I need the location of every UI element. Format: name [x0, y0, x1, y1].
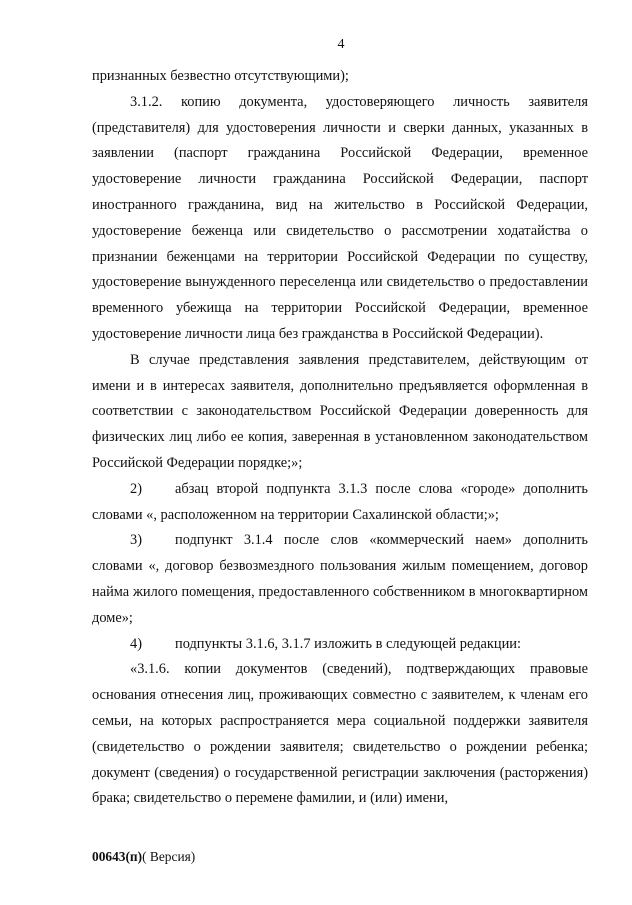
document-version: ( Версия) [142, 849, 196, 864]
paragraph-3-1-2: 3.1.2. копию документа, удостоверяющего личность заявителя (представителя) для удостоверения личности и сверки данных, указанных в заявлении (паспорт гражданина Российской Федерации, временное удостоверение личности гражданина Российской Федерации, паспорт иностранного гражданина, вид на жительство в Российской Федерации, удостоверение беженца или свидетельство о рассмотрении ходатайства о признании беженцами на территории Российской Федерации по существу, удостоверение вынужденного переселенца или свидетельство о предоставлении временного убежища на территории Российской Федерации, временное удостоверение личности лица без гражданства в Российской Федерации). [92, 93, 588, 342]
document-footer [92, 848, 195, 866]
document-body [92, 64, 588, 812]
list-item-3 [92, 528, 588, 631]
list-item-text: абзац второй подпункта 3.1.3 после слова «городе» дополнить словами «, расположенном на территории Сахалинской области;»; [92, 480, 588, 523]
list-item-number: 4) [130, 635, 142, 652]
list-item-4 [92, 632, 588, 658]
document-code: 00643(п) [92, 849, 143, 864]
list-item-number: 3) [130, 532, 142, 549]
list-item-text: подпункт 3.1.4 после слов «коммерческий наем» дополнить словами «, договор безвозмездного пользования жилым помещением, договор найма жилого помещения, предоставленного собственником в многоквартирном доме»; [92, 532, 588, 626]
paragraph-representative: В случае представления заявления представителем, действующим от имени и в интересах заявителя, дополнительно предъявляется оформленная в соответствии с законодательством Российской Федерации доверенность для физических лиц либо ее копия, заверенная в установленном законодательством Российской Федерации порядке;»; [92, 351, 588, 471]
list-item-text: подпункты 3.1.6, 3.1.7 изложить в следующей редакции: [175, 635, 521, 652]
page-number: 4 [337, 37, 345, 52]
list-item-2 [92, 477, 588, 529]
paragraph-3-1-6: «3.1.6. копии документов (сведений), подтверждающих правовые основания отнесения лиц, проживающих совместно с заявителем, к членам его семьи, на которых распространяется мера социальной поддержки заявителя (свидетельство о рождении заявителя; свидетельство о рождении ребенка; документ (сведения) о государственной регистрации заключения (расторжения) брака; свидетельство о перемене фамилии, и (или) имени, [92, 661, 588, 807]
paragraph-continuation: признанных безвестно отсутствующими); [92, 68, 349, 84]
list-item-number: 2) [130, 480, 142, 497]
